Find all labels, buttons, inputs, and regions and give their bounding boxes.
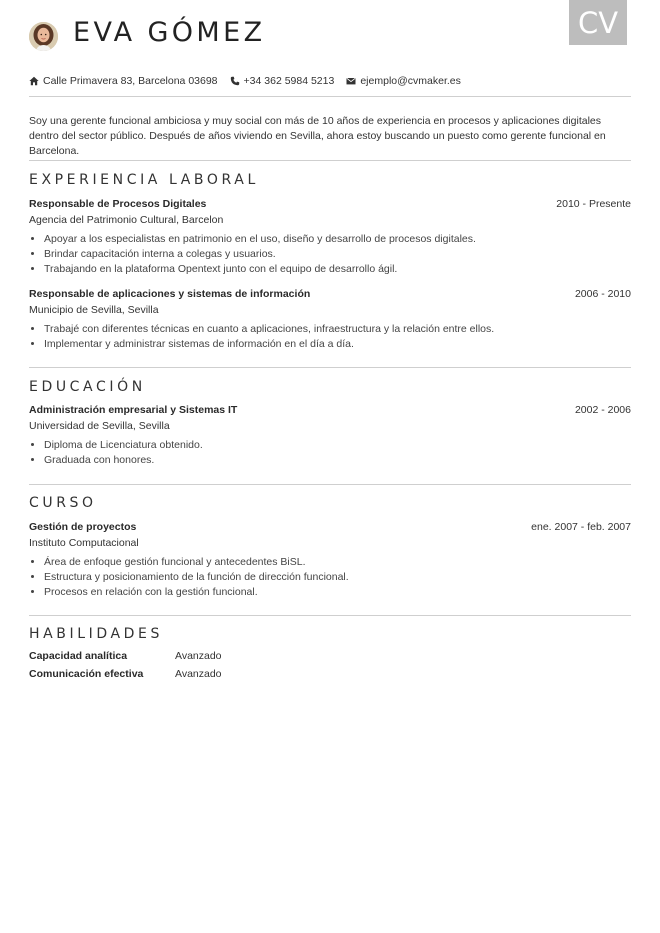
skill-row [29, 668, 429, 684]
entry-role: Responsable de Procesos Digitales [29, 198, 207, 210]
skill-name: Capacidad analítica [29, 650, 128, 662]
entry-organization: Instituto Computacional [29, 537, 139, 549]
skill-level: Avanzado [175, 668, 222, 680]
divider [29, 484, 631, 485]
list-item: • Estructura y posicionamiento de la función de dirección funcional. [44, 570, 631, 585]
entry-bullets [29, 232, 631, 277]
education-entry [29, 402, 631, 468]
address-text: Calle Primavera 83, Barcelona 03698 [43, 75, 218, 87]
section-title-course: CURSO [29, 495, 97, 511]
email-text[interactable]: ejemplo@cvmaker.es [360, 75, 461, 87]
entry-bullets [29, 322, 631, 352]
entry-organization: Agencia del Patrimonio Cultural, Barcelon [29, 214, 224, 226]
entry-bullets [29, 555, 631, 600]
entry-date: 2002 - 2006 [574, 404, 631, 416]
skill-name: Comunicación efectiva [29, 668, 144, 680]
experience-entry [29, 286, 631, 352]
avatar [29, 22, 58, 51]
entry-bullets [29, 438, 631, 468]
entry-date: 2006 - 2010 [574, 288, 631, 300]
contact-phone [230, 75, 335, 87]
entry-role: Gestión de proyectos [29, 521, 137, 533]
section-title-education: EDUCACIÓN [29, 379, 146, 395]
list-item: • Apoyar a los especialistas en patrimonio en el uso, diseño y desarrollo de procesos digitales. [44, 232, 631, 247]
list-item: • Área de enfoque gestión funcional y antecedentes BiSL. [44, 555, 631, 570]
candidate-name: EVA GÓMEZ [73, 17, 266, 48]
phone-text: +34 362 5984 5213 [243, 75, 335, 87]
skill-level: Avanzado [175, 650, 222, 662]
divider [29, 160, 631, 161]
entry-role: Administración empresarial y Sistemas IT [29, 404, 238, 416]
profile-photo-icon [29, 22, 58, 51]
home-icon [29, 76, 39, 86]
divider [29, 367, 631, 368]
section-title-experience: EXPERIENCIA LABORAL [29, 172, 259, 188]
experience-entry [29, 196, 631, 277]
contact-address [29, 75, 218, 87]
list-item: • Trabajando en la plataforma Opentext junto con el equipo de desarrollo ágil. [44, 262, 631, 277]
entry-organization: Municipio de Sevilla, Sevilla [29, 304, 159, 316]
list-item: • Brindar capacitación interna a colegas y usuarios. [44, 247, 631, 262]
email-icon [346, 76, 356, 86]
entry-date: 2010 - Presente [556, 198, 631, 210]
list-item: • Implementar y administrar sistemas de información en el día a día. [44, 337, 631, 352]
entry-role: Responsable de aplicaciones y sistemas de información [29, 288, 311, 300]
profile-summary: Soy una gerente funcional ambiciosa y muy social con más de 10 años de experiencia en procesos y aplicaciones digitales dentro del sector público. Después de años viviendo en Sevilla, ahora estoy buscando un puesto como gerente funcional en Barcelona. [29, 115, 606, 157]
list-item: • Trabajé con diferentes técnicas en cuanto a aplicaciones, infraestructura y la relación entre ellos. [44, 322, 631, 337]
entry-organization: Universidad de Sevilla, Sevilla [29, 420, 170, 432]
cv-badge: CV [569, 0, 627, 45]
divider [29, 96, 631, 97]
contact-bar [29, 73, 473, 89]
contact-email [346, 75, 461, 87]
list-item: • Graduada con honores. [44, 453, 631, 468]
section-title-skills: HABILIDADES [29, 626, 163, 642]
list-item: • Diploma de Licenciatura obtenido. [44, 438, 631, 453]
divider [29, 615, 631, 616]
course-entry [29, 519, 631, 600]
skill-row [29, 650, 429, 666]
phone-icon [230, 76, 240, 86]
entry-date: ene. 2007 - feb. 2007 [531, 521, 631, 533]
list-item: • Procesos en relación con la gestión funcional. [44, 585, 631, 600]
